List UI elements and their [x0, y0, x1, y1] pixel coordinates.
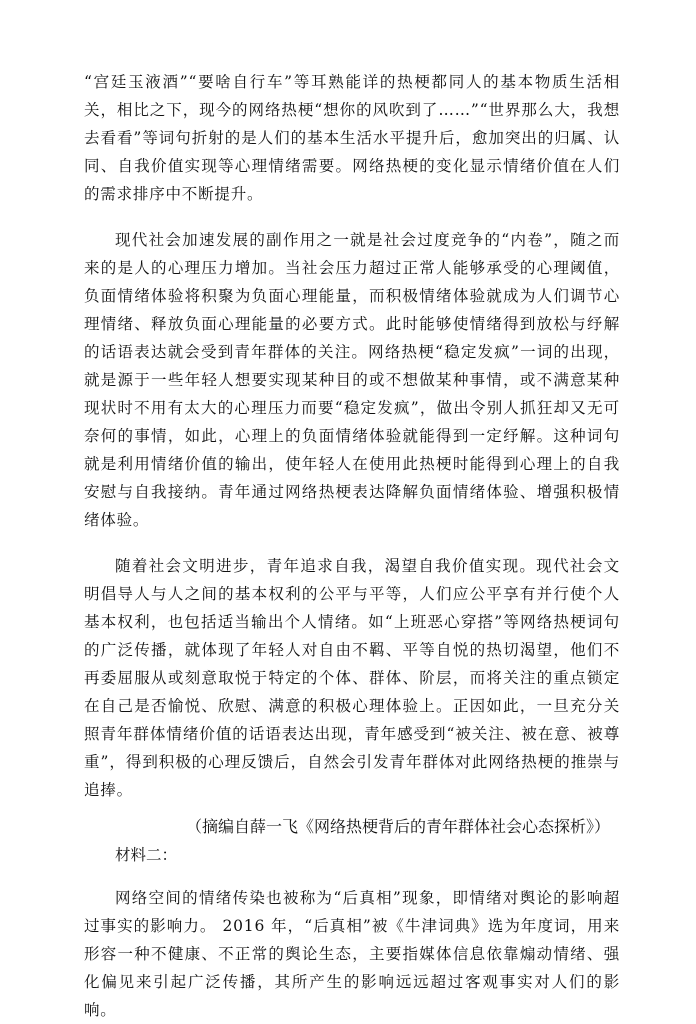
- paragraph-3: 随着社会文明进步，青年追求自我，渴望自我价值实现。现代社会文明倡导人与人之间的基本权利的公平与平等，人们应公平享有并行使个人基本权利，也包括适当输出个人情绪。如“上班恶心穿搭”等网络热梗词句的广泛传播，就体现了年轻人对自由不羁、平等自悦的热切渴望，他们不再委屈服从或刻意取悦于特定的个体、群体、阶层，而将关注的重点锁定在自己是否愉悦、欣慰、满意的积极心理体验上。正因如此，一旦充分关照青年群体情绪价值的话语表达出现，青年感受到“被关注、被在意、被尊重”，得到积极的心理反馈后，自然会引发青年群体对此网络热梗的推崇与追捧。: [84, 557, 620, 799]
- paragraph-2: 现代社会加速发展的副作用之一就是社会过度竞争的“内卷”，随之而来的是人的心理压力增加。当社会压力超过正常人能够承受的心理阈值，负面情绪体验将积聚为负面心理能量，而积极情绪体验就成为人们调节心理情绪、释放负面心理能量的必要方式。此时能够使情绪得到放松与纾解的话语表达就会受到青年群体的关注。网络热梗“稳定发疯”一词的出现，就是源于一些年轻人想要实现某种目的或不想做某种事情，或不满意某种现状时不用有太大的心理压力而要“稳定发疯”，做出令别人抓狂却又无可奈何的事情，如此，心理上的负面情绪体验就能得到一定纾解。这种词句就是利用情绪价值的输出，使年轻人在使用此热梗时能得到心理上的自我安慰与自我接纳。青年通过网络热梗表达降解负面情绪体验、增强积极情绪体验。: [84, 231, 620, 529]
- document-page: [84, 68, 620, 1024]
- material-two-paragraph: 网络空间的情绪传染也被称为“后真相”现象，即情绪对舆论的影响超过事实的影响力。 2016 年，“后真相”被《牛津词典》选为年度词，用来形容一种不健康、不正常的舆论生态，主要指媒体信息依靠煽动情绪、强化偏见来引起广泛传播，其所产生的影响远远超过客观事实对人们的影响。: [84, 889, 620, 1019]
- source-citation: （摘编自薛一飞《网络热梗背后的青年群体社会心态探析》）: [186, 819, 611, 836]
- material-two-label: 材料二：: [115, 847, 178, 864]
- paragraph-1: “宫廷玉液酒”“要啥自行车”等耳熟能详的热梗都同人的基本物质生活相关，相比之下，现今的网络热梗“想你的风吹到了……”“世界那么大，我想去看看”等词句折射的是人们的基本生活水平提升后，愈加突出的归属、认同、自我价值实现等心理情绪需要。网络热梗的变化显示情绪价值在人们的需求排序中不断提升。: [84, 73, 620, 203]
